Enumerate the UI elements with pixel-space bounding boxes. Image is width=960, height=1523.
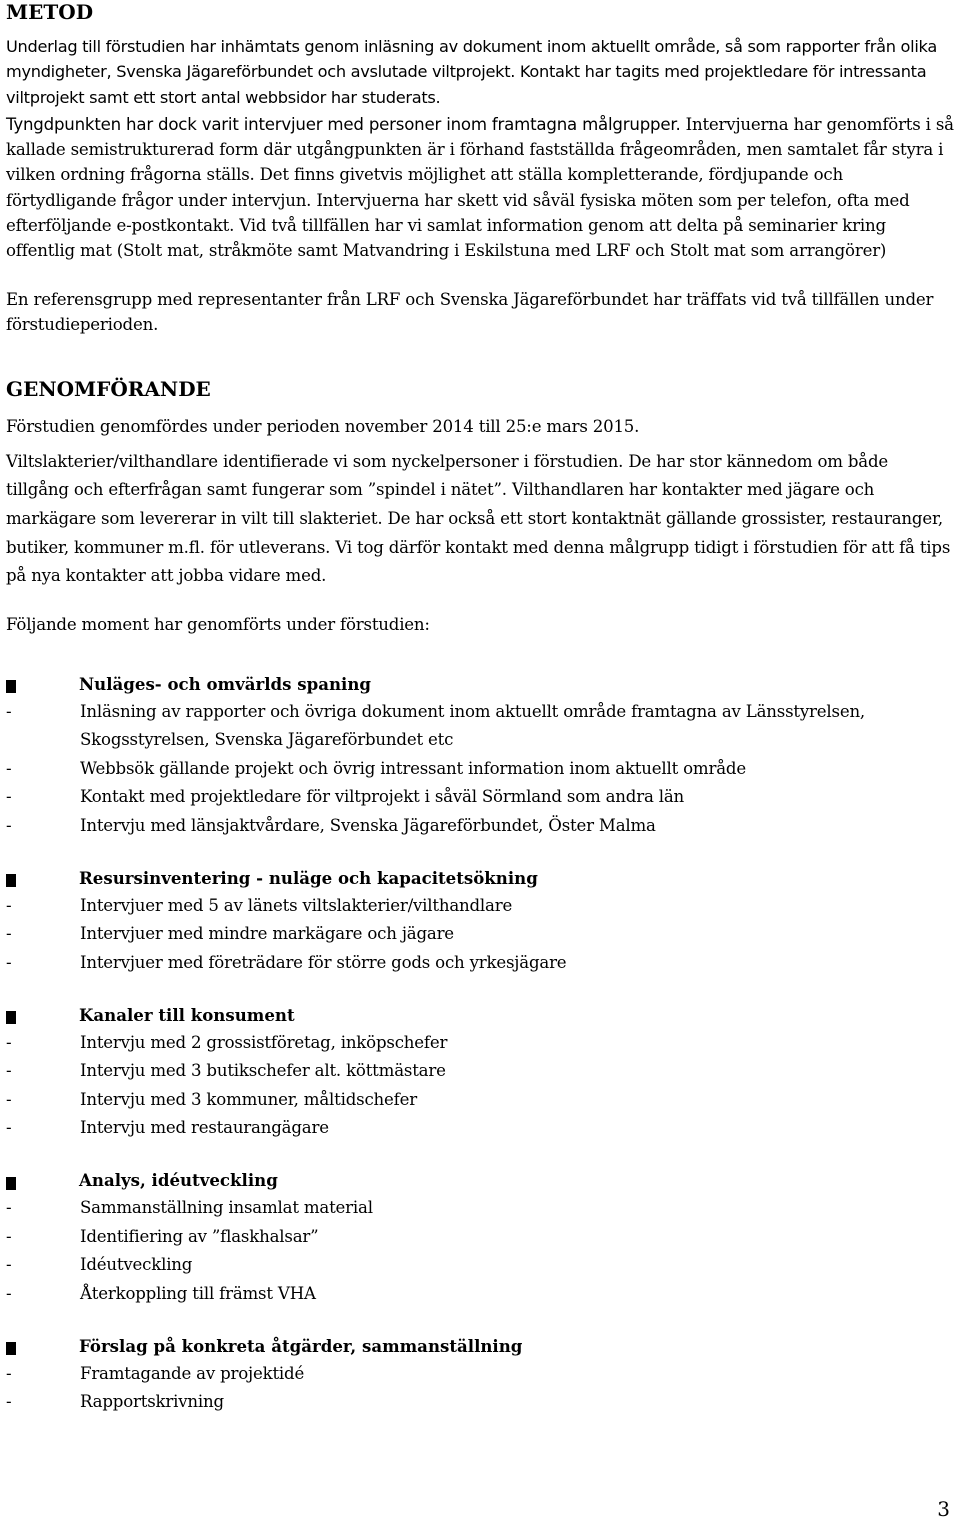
list-dash-marker: -: [6, 895, 12, 915]
list-item: [6, 1194, 954, 1223]
list-item-text: Intervju med länsjaktvårdare, Svenska Jägareförbundet, Öster Malma: [80, 815, 656, 835]
list-item: [6, 1360, 954, 1389]
section-heading-genomforande: GENOMFÖRANDE: [6, 377, 211, 402]
paragraph-foljande-moment: Följande moment har genomförts under förstudien:: [6, 615, 430, 635]
list-item: [6, 1029, 954, 1058]
square-bullet-icon: [6, 871, 16, 884]
square-bullet-icon: [6, 677, 16, 690]
list-item-text: Kontakt med projektledare för viltprojekt i såväl Sörmland som andra län: [80, 787, 685, 807]
list-item: [6, 1251, 954, 1280]
list-item: [6, 892, 954, 921]
list-item: [6, 1057, 954, 1086]
list-item-text: Intervjuer med företrädare för större gods och yrkesjägare: [80, 952, 567, 972]
list-item-text: Rapportskrivning: [80, 1392, 224, 1412]
moment-list: [6, 669, 954, 1417]
moment-section-title: [6, 1166, 954, 1195]
list-item-text: Framtagande av projektidé: [80, 1363, 305, 1383]
page-number: 3: [937, 1497, 950, 1521]
list-item-text: Inläsning av rapporter och övriga dokument inom aktuellt område framtagna av Länsstyrelsen, Skogsstyrelsen, Svenska Jägareförbundet etc: [80, 701, 866, 750]
list-dash-marker: -: [6, 758, 12, 778]
list-item: [6, 949, 954, 978]
moment-section-title-text: Analys, idéutveckling: [79, 1170, 278, 1191]
list-item-text: Webbsök gällande projekt och övrig intressant information inom aktuellt område: [80, 758, 746, 778]
moment-section: [6, 1000, 954, 1143]
list-dash-marker: -: [6, 787, 12, 807]
moment-section-title: [6, 669, 954, 698]
list-dash-marker: -: [6, 1255, 12, 1275]
list-item: [6, 1114, 954, 1143]
paragraph-referensgrupp: En referensgrupp med representanter från LRF och Svenska Jägareförbundet har träffats vid två tillfällen under förstudieperioden.: [6, 289, 934, 334]
list-item: [6, 920, 954, 949]
list-dash-marker: -: [6, 701, 12, 721]
list-item-text: Intervju med 3 kommuner, måltidschefer: [80, 1089, 417, 1109]
moment-section-title-text: Förslag på konkreta åtgärder, sammanställning: [79, 1335, 523, 1356]
section-heading-metod: METOD: [6, 0, 94, 24]
list-item: [6, 1223, 954, 1252]
list-item: [6, 755, 954, 784]
list-dash-marker: -: [6, 815, 12, 835]
list-item: [6, 1086, 954, 1115]
list-item-text: Idéutveckling: [80, 1255, 193, 1275]
list-item: [6, 812, 954, 841]
square-bullet-icon: [6, 1174, 16, 1187]
list-dash-marker: -: [6, 1363, 12, 1383]
moment-section: [6, 669, 954, 840]
moment-section: [6, 1166, 954, 1309]
paragraph-intervjuerna: Intervjuerna har genomförts i så kallade semistrukturerad form där utgångpunkten är i förhand fastställda frågeområden, men samtalet får styra i vilken ordning frågorna ställs. Det finns givetvis möjlighet att ställa kompletterande, fördjupande och förtydligande frågor under intervjun. Intervjuerna har skett vid såväl fysiska möten som per telefon, ofta med efterföljande e-postkontakt. Vid två tillfällen har vi samlat information genom att delta på seminarier kring offentlig mat (Stolt mat, stråkmöte samt Matvandring i Eskilstuna med LRF och Stolt mat som arrangörer): [6, 114, 954, 261]
list-dash-marker: -: [6, 1118, 12, 1138]
list-dash-marker: -: [6, 1198, 12, 1218]
moment-section-title: [6, 863, 954, 892]
list-item-text: Identifiering av ”flaskhalsar”: [80, 1226, 319, 1246]
list-item-text: Intervjuer med mindre markägare och jägare: [80, 924, 454, 944]
paragraph-tyngdpunkten: [6, 112, 954, 264]
list-dash-marker: -: [6, 924, 12, 944]
list-item: [6, 1388, 954, 1417]
list-dash-marker: -: [6, 952, 12, 972]
list-item-text: Intervju med 2 grossistföretag, inköpschefer: [80, 1032, 448, 1052]
paragraph-tyngdpunkten-lead: Tyngdpunkten har dock varit intervjuer med personer inom framtagna målgrupper.: [6, 114, 681, 134]
moment-section-title-text: Resursinventering - nuläge och kapacitetsökning: [79, 867, 538, 888]
list-item-text: Intervjuer med 5 av länets viltslakterier/vilthandlare: [80, 895, 513, 915]
moment-section-title-text: Nuläges- och omvärlds spaning: [79, 673, 371, 694]
list-dash-marker: -: [6, 1226, 12, 1246]
list-item: [6, 698, 954, 755]
list-dash-marker: -: [6, 1032, 12, 1052]
list-item: [6, 1280, 954, 1309]
list-item-text: Sammanställning insamlat material: [80, 1198, 373, 1218]
list-dash-marker: -: [6, 1061, 12, 1081]
paragraph-viltslakterier: Viltslakterier/vilthandlare identifierade vi som nyckelpersoner i förstudien. De har stor kännedom om både tillgång och efterfrågan samt fungerar som ”spindel i nätet”. Vilthandlaren har kontakter med jägare och markägare som levererar in vilt till slakteriet. De har också ett stort kontaktnät gällande grossister, restauranger, butiker, kommuner m.fl. för utleverans. Vi tog därför kontakt med denna målgrupp tidigt i förstudien för att få tips på nya kontakter att jobba vidare med.: [6, 451, 951, 586]
list-item-text: Intervju med restaurangägare: [80, 1118, 329, 1138]
moment-section-title-text: Kanaler till konsument: [79, 1004, 295, 1025]
list-dash-marker: -: [6, 1392, 12, 1412]
list-item-text: Återkoppling till främst VHA: [80, 1283, 316, 1303]
moment-section: [6, 1331, 954, 1417]
list-item-text: Intervju med 3 butikschefer alt. köttmästare: [80, 1061, 446, 1081]
list-dash-marker: -: [6, 1283, 12, 1303]
moment-section-title: [6, 1331, 954, 1360]
paragraph-period: Förstudien genomfördes under perioden november 2014 till 25:e mars 2015.: [6, 417, 640, 437]
moment-section-title: [6, 1000, 954, 1029]
paragraph-underlag: Underlag till förstudien har inhämtats genom inläsning av dokument inom aktuellt område, så som rapporter från olika myndigheter, Svenska Jägareförbundet och avslutade viltprojekt. Kontakt har tagits med projektledare för intressanta viltprojekt samt ett stort antal webbsidor har studerats.: [6, 37, 937, 107]
square-bullet-icon: [6, 1339, 16, 1352]
moment-section: [6, 863, 954, 977]
list-dash-marker: -: [6, 1089, 12, 1109]
list-item: [6, 783, 954, 812]
square-bullet-icon: [6, 1008, 16, 1021]
document-page: [6, 0, 954, 1523]
